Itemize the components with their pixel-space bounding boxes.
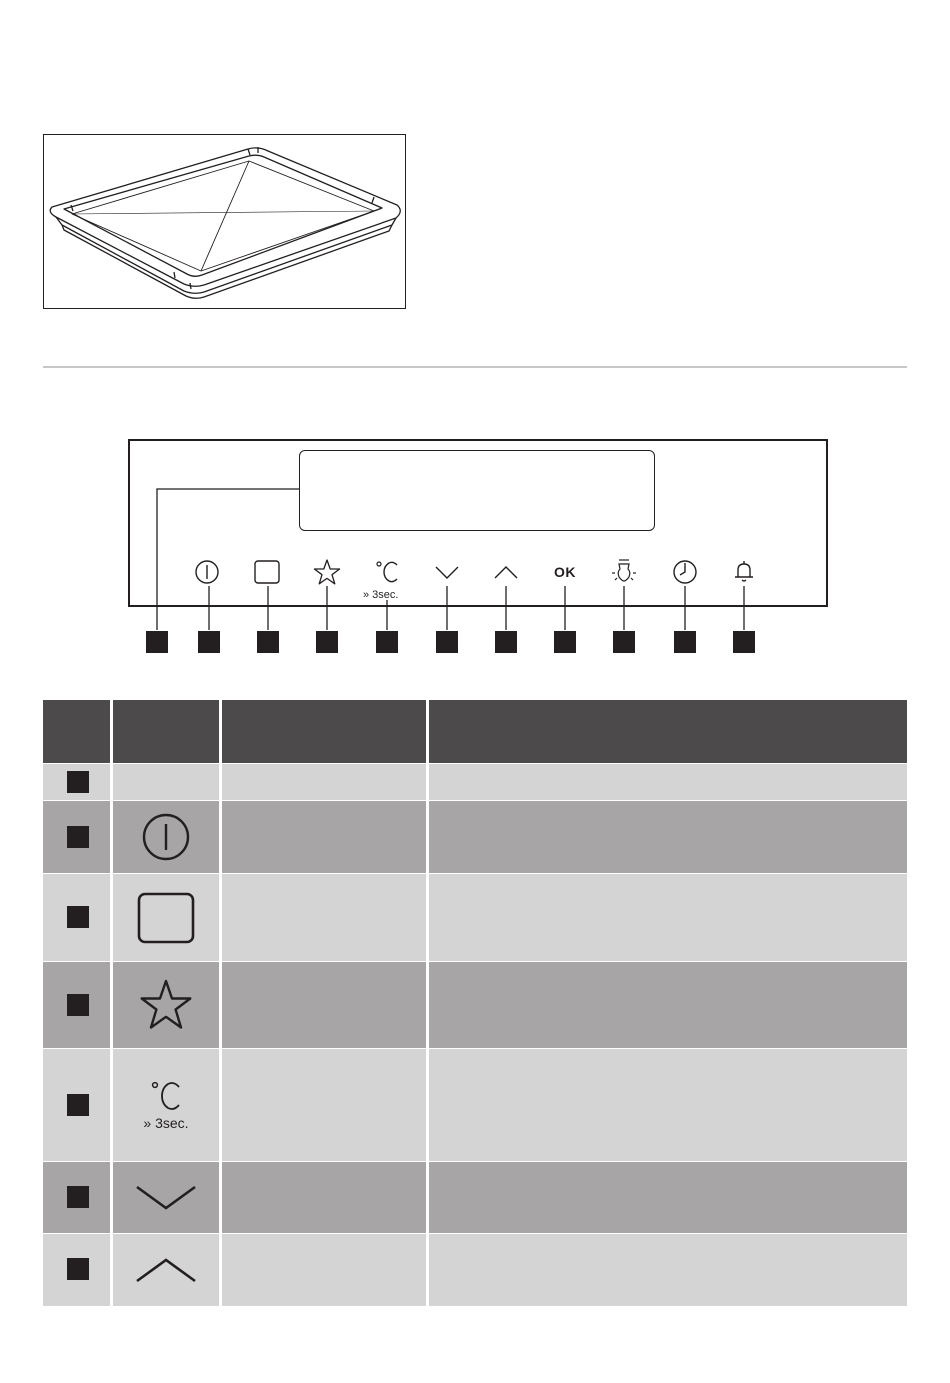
table-row: [43, 801, 907, 873]
table-row: [43, 962, 907, 1048]
number-cell: [43, 801, 110, 873]
callout-marker: [554, 631, 576, 653]
row-marker: [67, 826, 89, 848]
description-cell: [429, 764, 907, 800]
temperature-hold-label: » 3sec.: [143, 1115, 189, 1131]
callout-marker: [376, 631, 398, 653]
celsius-icon: [149, 1079, 183, 1113]
callout-marker: [198, 631, 220, 653]
number-cell: [43, 1049, 110, 1161]
clock-icon: [671, 558, 699, 586]
header-cell: [222, 700, 426, 763]
row-marker: [67, 906, 89, 928]
table-row: [43, 1049, 907, 1161]
callout-marker: [436, 631, 458, 653]
description-cell: [429, 874, 907, 961]
clock-key[interactable]: [669, 556, 701, 588]
on-off-icon: [194, 559, 220, 585]
ok-key-label: OK: [554, 564, 576, 580]
symbol-cell: [113, 962, 219, 1048]
chevron-down-icon: [433, 558, 461, 586]
bell-icon: [730, 558, 758, 586]
controls-table: [43, 700, 907, 1306]
favourite-key[interactable]: [311, 556, 343, 588]
function-key[interactable]: [251, 556, 283, 588]
on-off-key[interactable]: [191, 556, 223, 588]
row-marker: [67, 1258, 89, 1280]
star-icon: [139, 978, 193, 1032]
row-marker: [67, 1186, 89, 1208]
table-row: [43, 1162, 907, 1233]
star-icon: [313, 558, 341, 586]
table-row: [43, 1234, 907, 1306]
description-cell: [429, 962, 907, 1048]
number-cell: [43, 764, 110, 800]
temperature-key[interactable]: [371, 556, 403, 588]
callout-marker: [495, 631, 517, 653]
function-cell: [222, 764, 426, 800]
square-icon: [253, 559, 281, 585]
callout-marker: [257, 631, 279, 653]
chevron-up-icon: [492, 558, 520, 586]
minute-minder-key[interactable]: [728, 556, 760, 588]
symbol-cell: [113, 801, 219, 873]
table-row: [43, 764, 907, 800]
function-cell: [222, 962, 426, 1048]
lamp-icon: [609, 557, 639, 587]
chevron-down-icon: [134, 1181, 198, 1215]
temperature-hold-label: » 3sec.: [363, 589, 399, 601]
header-cell: [43, 700, 110, 763]
callout-marker: [733, 631, 755, 653]
up-key[interactable]: [490, 556, 522, 588]
ok-key[interactable]: [549, 556, 581, 588]
description-cell: [429, 1049, 907, 1161]
function-cell: [222, 801, 426, 873]
number-cell: [43, 1234, 110, 1306]
celsius-icon: [373, 558, 401, 586]
description-cell: [429, 801, 907, 873]
table-header: [43, 700, 907, 763]
function-cell: [222, 1049, 426, 1161]
function-cell: [222, 1162, 426, 1233]
symbol-cell: [113, 1162, 219, 1233]
description-cell: [429, 1234, 907, 1306]
on-off-icon: [141, 812, 191, 862]
function-cell: [222, 1234, 426, 1306]
symbol-cell: [113, 764, 219, 800]
callout-marker: [146, 631, 168, 653]
number-cell: [43, 962, 110, 1048]
square-icon: [137, 892, 195, 944]
row-marker: [67, 771, 89, 793]
row-marker: [67, 1094, 89, 1116]
row-marker: [67, 994, 89, 1016]
symbol-cell: [113, 874, 219, 961]
callout-marker: [613, 631, 635, 653]
chevron-up-icon: [134, 1253, 198, 1287]
header-cell: [429, 700, 907, 763]
function-cell: [222, 874, 426, 961]
down-key[interactable]: [431, 556, 463, 588]
number-cell: [43, 874, 110, 961]
callout-marker: [674, 631, 696, 653]
callout-marker: [316, 631, 338, 653]
table-row: [43, 874, 907, 961]
header-cell: [113, 700, 219, 763]
description-cell: [429, 1162, 907, 1233]
number-cell: [43, 1162, 110, 1233]
symbol-cell: [113, 1049, 219, 1161]
symbol-cell: [113, 1234, 219, 1306]
lamp-key[interactable]: [608, 556, 640, 588]
